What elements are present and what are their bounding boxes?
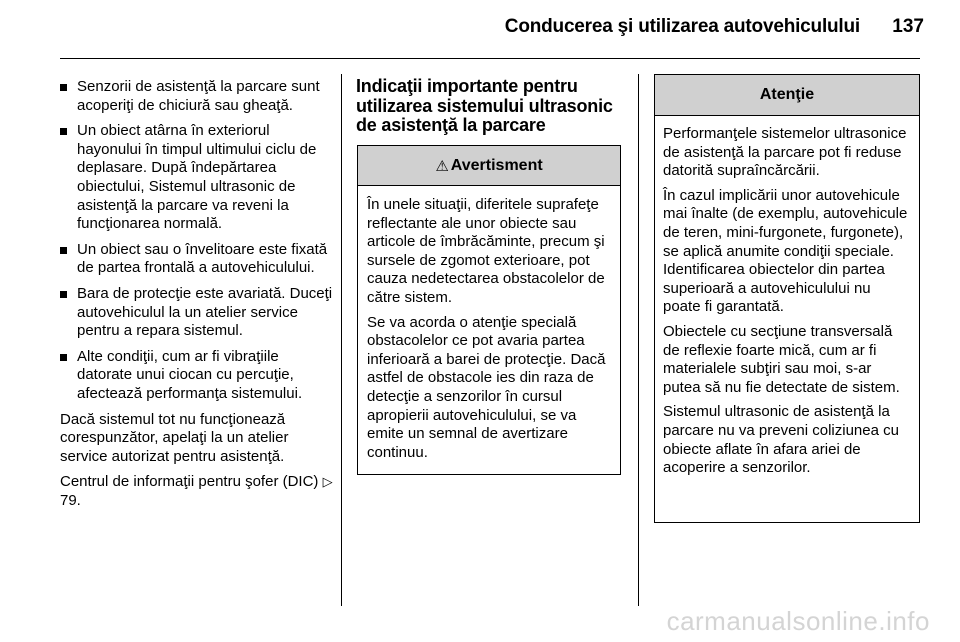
list-item: Senzorii de asistenţă la parcare sunt acoperiţi de chiciură sau gheaţă. — [60, 78, 336, 115]
attention-header — [655, 75, 919, 116]
attention-body — [655, 116, 919, 478]
attention-paragraph: Obiectele cu secţiune transversală de reflexie foarte mică, cum ar fi materialele subţiri sau moi, s-ar putea să nu fie detectate de sistem. — [663, 322, 900, 396]
attention-paragraph: Sistemul ultrasonic de asistenţă la parcare nu va preveni coliziunea cu obiecte aflate în afara ariei de acoperire a senzorilor. — [663, 403, 899, 477]
list-item: Un obiect sau o învelitoare este fixată de partea frontală a autovehiculului. — [60, 241, 336, 278]
bullet-square-icon — [60, 247, 67, 254]
header-divider — [60, 58, 920, 59]
page-reference-icon: ▷ — [322, 474, 333, 490]
section-title: Indicaţii importante pentru utilizarea sistemului ultrasonic de asistenţă la parcare — [356, 76, 613, 135]
attention-paragraph: Performanţele sistemelor ultrasonice de asistenţă la parcare pot fi reduse datorită supraîncărcării. — [663, 125, 907, 180]
bullet-square-icon — [60, 128, 67, 135]
watermark: carmanualsonline.info — [666, 606, 930, 636]
conditions-list — [60, 78, 336, 404]
bullet-square-icon — [60, 291, 67, 298]
column-divider-2 — [638, 74, 639, 606]
warning-triangle-icon: ⚠ — [435, 157, 449, 175]
bullet-square-icon — [60, 354, 67, 361]
attention-title: Atenţie — [759, 86, 815, 103]
dic-page-link[interactable]: 79. — [60, 491, 81, 509]
warning-body — [358, 186, 620, 462]
list-item: Alte condiţii, cum ar fi vibraţiile datorate unui ciocan cu percuţie, afectează performanţa sistemului. — [60, 348, 336, 404]
bullet-square-icon — [60, 84, 67, 91]
warning-header — [358, 146, 620, 186]
list-item: Bara de protecţie este avariată. Duceţi autovehiculul la un atelier service pentru a repara sistemul. — [60, 285, 336, 341]
service-paragraph: Dacă sistemul tot nu funcţionează corespunzător, apelaţi la un atelier service autorizat pentru asistenţă. — [60, 410, 289, 465]
column-divider-1 — [341, 74, 342, 606]
list-item: Un obiect atârna în exteriorul hayonului în timpul ultimului ciclu de deplasare. După îndepărtarea obiectului, Sistemul ultrasonic de asistenţă la parcare va reveni la funcţionarea normală. — [60, 122, 336, 234]
attention-paragraph: În cazul implicării unor autovehicule mai înalte (de exemplu, autovehicule de teren, mini-furgonete, furgonete), se aplică anumite condiţii speciale. Identificarea obiectelor din partea superioară a autovehiculului nu poate fi garantată. — [663, 186, 908, 316]
warning-paragraph: În unele situaţii, diferitele suprafeţe reflectante ale unor obiecte sau articole de îmbrăcăminte, precum şi sursele de zgomot exterioare, pot cauza nedetectarea obstacolelor de către sistem. — [367, 196, 605, 306]
page-header-title: Conducerea şi utilizarea autovehiculului — [504, 16, 860, 37]
page-number: 137 — [892, 16, 924, 37]
dic-reference: Centrul de informaţii pentru şofer (DIC) ▷ 79. — [60, 473, 333, 509]
attention-box — [654, 74, 920, 523]
column-1 — [60, 78, 336, 517]
warning-title: Avertisment — [450, 156, 543, 174]
warning-box — [357, 145, 621, 475]
warning-paragraph: Se va acorda o atenţie specială obstacolelor ce pot avaria partea inferioară a barei de protecţie. Dacă astfel de obstacole ies din raza de detecţie a senzorilor în cursul apropierii autovehiculului, se va emite un semnal de avertizare continuu. — [367, 313, 606, 461]
